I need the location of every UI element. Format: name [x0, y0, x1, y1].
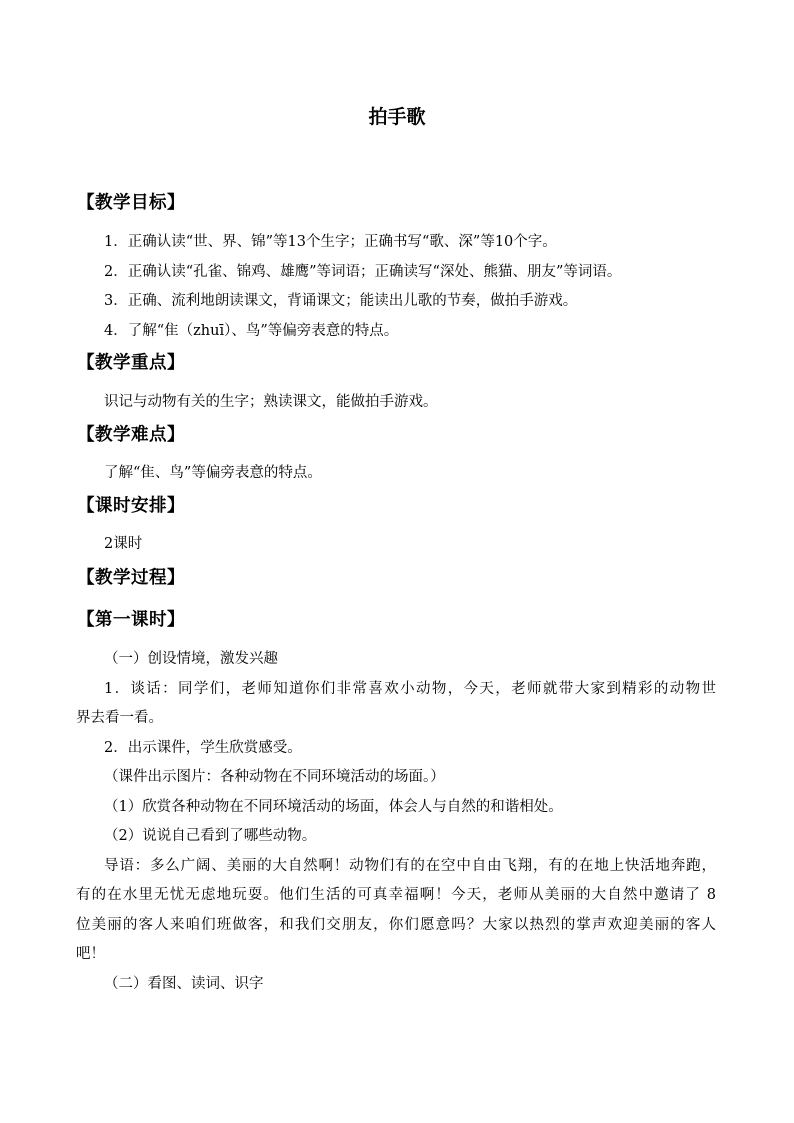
item2-note: （课件出示图片：各种动物在不同环境活动的场面。） — [104, 769, 445, 785]
goal-item: 2．正确认读“孔雀、锦鸡、雄鹰”等词语；正确读写“深处、熊猫、朋友”等词语。 — [104, 264, 622, 280]
section2-title: （二）看图、读词、识字 — [104, 976, 264, 992]
difficulty-heading: 【教学难点】 — [77, 425, 185, 445]
item1-line: 1．谈话：同学们，老师知道你们非常喜欢小动物，今天，老师就带大家到精彩的动物世 — [104, 681, 716, 697]
goal-item: 3．正确、流利地朗读课文，背诵课文；能读出儿歌的节奏，做拍手游戏。 — [104, 293, 578, 309]
item1-line: 界去看一看。 — [76, 710, 163, 726]
intro-line: 有的在水里无忧无虑地玩耍。他们生活的可真幸福啊！今天，老师从美丽的大自然中邀请了 8 — [76, 887, 716, 903]
schedule-text: 2课时 — [104, 536, 143, 552]
intro-line: 吧！ — [76, 946, 105, 962]
item2-text: 2．出示课件，学生欣赏感受。 — [104, 740, 302, 756]
section1-title: （一）创设情境，激发兴趣 — [104, 651, 278, 667]
process-heading: 【教学过程】 — [77, 568, 185, 588]
goal-item: 1．正确认读“世、界、锦”等13个生字；正确书写“歌、深”等10个字。 — [104, 234, 557, 250]
item2-sub: （2）说说自己看到了哪些动物。 — [104, 828, 317, 844]
focus-text: 识记与动物有关的生字；熟读课文，能做拍手游戏。 — [104, 394, 438, 410]
focus-heading: 【教学重点】 — [77, 353, 185, 373]
item2-sub: （1）欣赏各种动物在不同环境活动的场面，体会人与自然的和谐相处。 — [104, 799, 563, 815]
goal-item: 4．了解“隹（zhuī）、鸟”等偏旁表意的特点。 — [104, 323, 399, 339]
schedule-heading: 【课时安排】 — [77, 496, 185, 516]
goals-heading: 【教学目标】 — [77, 193, 185, 213]
difficulty-text: 了解“隹、鸟”等偏旁表意的特点。 — [104, 465, 322, 481]
lesson1-heading: 【第一课时】 — [77, 610, 185, 630]
intro-line: 位美丽的客人来咱们班做客，和我们交朋友，你们愿意吗？大家以热烈的掌声欢迎美丽的客人 — [76, 917, 716, 933]
page-title: 拍手歌 — [368, 106, 426, 128]
intro-line: 导语：多么广阔、美丽的大自然啊！动物们有的在空中自由飞翔，有的在地上快活地奔跑， — [104, 858, 716, 874]
